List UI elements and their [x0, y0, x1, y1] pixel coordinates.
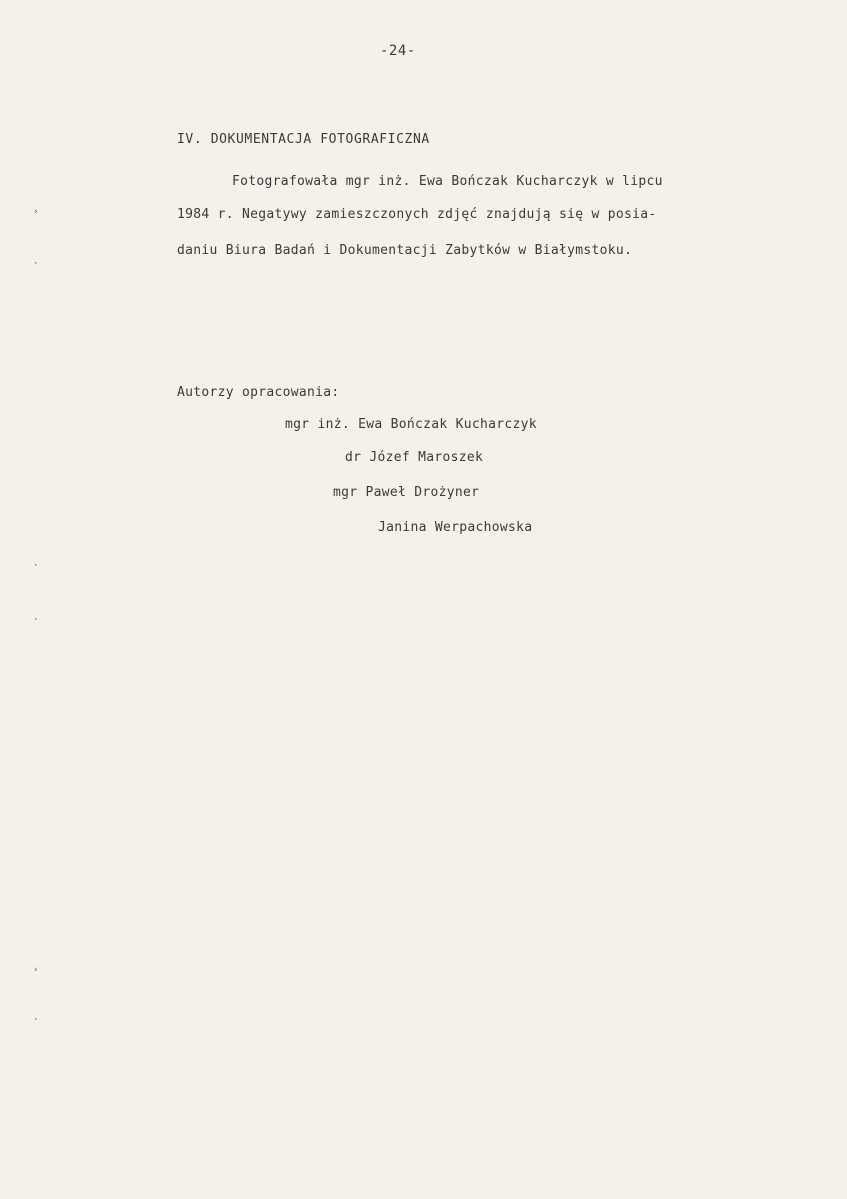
margin-mark: · — [33, 1015, 39, 1025]
margin-mark: · — [33, 561, 39, 571]
author-3: mgr Paweł Drożyner — [333, 485, 480, 500]
margin-mark: › — [33, 965, 39, 975]
paragraph-line-1: Fotografowała mgr inż. Ewa Bończak Kucharczyk w lipcu — [232, 174, 663, 189]
author-2: dr Józef Maroszek — [345, 450, 484, 465]
paragraph-line-2: 1984 r. Negatywy zamieszczonych zdjęć znajdują się w posia- — [177, 207, 657, 222]
margin-mark: · — [33, 615, 39, 625]
section-heading: IV. DOKUMENTACJA FOTOGRAFICZNA — [177, 132, 430, 147]
paragraph-line-3: daniu Biura Badań i Dokumentacji Zabytków w Białymstoku. — [177, 243, 633, 258]
margin-mark: › — [33, 207, 39, 217]
author-1: mgr inż. Ewa Bończak Kucharczyk — [285, 417, 537, 432]
author-4: Janina Werpachowska — [378, 520, 533, 535]
page-number: -24- — [380, 43, 416, 59]
margin-mark: · — [33, 259, 39, 269]
authors-label: Autorzy opracowania: — [177, 385, 340, 400]
